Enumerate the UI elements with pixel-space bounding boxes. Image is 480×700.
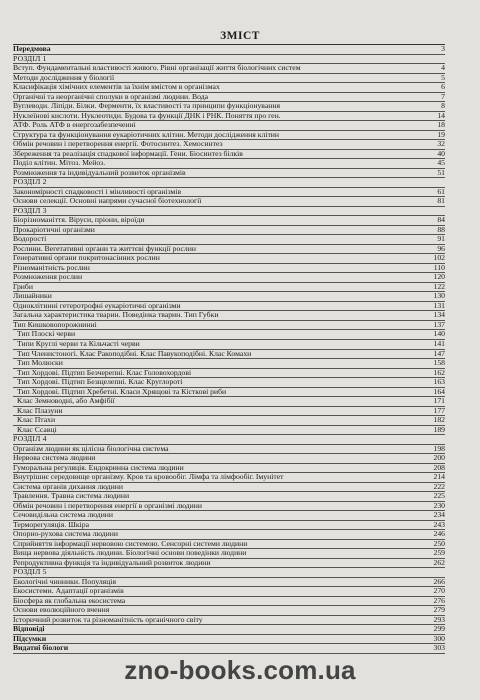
toc-entry-title: Екосистеми. Адаптації організмів [13, 587, 124, 596]
toc-page-number: 198 [433, 444, 445, 453]
toc-entry-title: РОЗДІЛ 2 [13, 178, 47, 187]
toc-entry [13, 93, 445, 103]
toc-entry-title: Класифікація хімічних елементів за їхнім вмістом в організмах [13, 83, 220, 92]
toc-entry-title: Тип Хордові. Підтип Безщелепні. Клас Круглороті [17, 378, 183, 387]
toc-entry [13, 388, 445, 398]
toc-entry [13, 321, 445, 331]
toc-page-number: 222 [433, 482, 445, 491]
toc-page-number: 120 [433, 273, 445, 282]
table-of-contents [13, 44, 445, 654]
toc-page-number: 266 [433, 577, 445, 586]
toc-entry [13, 83, 445, 93]
toc-page-number: 182 [433, 416, 445, 425]
toc-entry [13, 407, 445, 417]
toc-entry [13, 616, 445, 626]
toc-entry-title: Клас Земноводні, або Амфібії [17, 397, 115, 406]
toc-entry [13, 359, 445, 369]
toc-page-number: 18 [437, 121, 445, 130]
toc-page-number: 130 [433, 292, 445, 301]
toc-entry-title: Клас Плазуни [17, 406, 63, 415]
toc-entry-title: Основи еволюційного вчення [13, 606, 110, 615]
toc-page-number: 158 [433, 359, 445, 368]
toc-entry-title: РОЗДІЛ 1 [13, 54, 47, 63]
toc-entry [13, 606, 445, 616]
toc-entry [13, 426, 445, 436]
toc-entry-title: Гуморальна регуляція. Ендокринна система людини [13, 463, 184, 472]
toc-page-number: 276 [433, 596, 445, 605]
toc-page-number: 91 [437, 235, 445, 244]
toc-entry-title: Вуглеводи. Ліпіди. Білки. Ферменти, їх властивості та принципи функціонування [13, 102, 281, 111]
toc-entry-title: РОЗДІЛ 3 [13, 206, 47, 215]
toc-entry-title: Біорізноманіття. Віруси, пріони, віроїди [13, 216, 145, 225]
toc-page-number: 7 [441, 92, 445, 101]
toc-page-number: 102 [433, 254, 445, 263]
toc-page-number: 299 [433, 625, 445, 634]
toc-page-number: 225 [433, 492, 445, 501]
toc-entry-title: Сприйняття інформації нервовою системою. Сенсорні системи людини [13, 539, 248, 548]
toc-entry-title: Видатні біологи [13, 644, 69, 653]
toc-entry [13, 559, 445, 569]
toc-entry-title: Передмова [13, 45, 51, 53]
toc-entry-title: Підсумки [13, 634, 47, 643]
toc-entry [13, 530, 445, 540]
toc-entry-title: Тип Плоскі черви [17, 330, 76, 339]
toc-entry [13, 416, 445, 426]
toc-page-number: 81 [437, 197, 445, 206]
toc-page-number: 171 [433, 397, 445, 406]
toc-entry [13, 311, 445, 321]
toc-page-number: 110 [433, 263, 445, 272]
toc-entry [13, 283, 445, 293]
toc-entry [13, 235, 445, 245]
toc-entry-title: Тип Членистоногі. Клас Ракоподібні. Клас Павукоподібні. Клас Комахи [17, 349, 252, 358]
toc-entry [13, 369, 445, 379]
toc-entry-title: Сечовидільна система людини [13, 511, 114, 520]
toc-entry [13, 254, 445, 264]
toc-page-number: 3 [441, 45, 445, 53]
toc-entry [13, 197, 445, 207]
toc-page-number: 243 [433, 520, 445, 529]
toc-page-number: 259 [433, 549, 445, 558]
toc-entry [13, 102, 445, 112]
toc-entry-title: Біосфера як глобальна екосистема [13, 596, 126, 605]
toc-page-number: 250 [433, 539, 445, 548]
toc-page-number: 270 [433, 587, 445, 596]
toc-page-number: 234 [433, 511, 445, 520]
toc-entry-title: Організм людини як цілісна біологічна система [13, 444, 169, 453]
toc-page-number: 14 [437, 111, 445, 120]
toc-entry [13, 483, 445, 493]
toc-page-number: 164 [433, 387, 445, 396]
toc-entry [13, 112, 445, 122]
toc-page-number: 214 [433, 473, 445, 482]
toc-page-number: 246 [433, 530, 445, 539]
toc-entry-title: Водорості [13, 235, 47, 244]
toc-entry [13, 473, 445, 483]
toc-entry-title: Одноклітинні гетеротрофні еукаріотичні організми [13, 301, 181, 310]
toc-entry [13, 188, 445, 198]
toc-entry-title: Генеративні органи покритонасінних рослин [13, 254, 160, 263]
toc-entry [13, 169, 445, 179]
toc-entry-title: Екологічні чинники. Популяція [13, 577, 116, 586]
toc-entry-title: Опорно-рухова система людини [13, 530, 119, 539]
toc-entry [13, 216, 445, 226]
toc-entry [13, 245, 445, 255]
toc-entry-title: Різноманітність рослин [13, 263, 90, 272]
toc-entry [13, 292, 445, 302]
toc-page-number: 131 [433, 301, 445, 310]
toc-page-number: 141 [433, 339, 445, 348]
toc-section-heading [13, 207, 445, 217]
toc-entry [13, 502, 445, 512]
toc-entry-title: Загальна характеристика тварин. Поведінка тварин. Тип Губки [13, 311, 219, 320]
toc-entry [13, 302, 445, 312]
toc-entry [13, 578, 445, 588]
toc-page-number: 208 [433, 463, 445, 472]
toc-entry [13, 150, 445, 160]
toc-page-number: 134 [433, 311, 445, 320]
toc-entry-title: Типи Круглі черви та Кільчасті черви [17, 339, 140, 348]
toc-page-number: 45 [437, 159, 445, 168]
toc-entry-title: Історичний розвиток та різноманітність органічного світу [13, 615, 203, 624]
toc-entry [13, 140, 445, 150]
toc-entry-title: Збереження та реалізація спадкової інформації. Гени. Біосинтез білків [13, 149, 243, 158]
toc-entry [13, 492, 445, 502]
toc-entry [13, 644, 445, 654]
toc-page-number: 5 [441, 73, 445, 82]
toc-entry-title: Репродуктивна функція та індивідуальний розвиток людини [13, 558, 211, 567]
watermark-url: zno-books.com.ua [124, 655, 356, 685]
toc-entry-title: Вища нервова діяльність людини. Біологічні основи поведінки людини [13, 549, 247, 558]
toc-page-number: 162 [433, 368, 445, 377]
toc-page-number: 4 [441, 64, 445, 73]
toc-entry-title: Закономірності спадковості і мінливості організмів [13, 187, 182, 196]
toc-entry-title: Поділ клітин. Мітоз. Мейоз. [13, 159, 106, 168]
toc-entry [13, 273, 445, 283]
toc-entry-title: Тип Хордові. Підтип Хребетні. Класи Хрящові та Кісткові риби [17, 387, 227, 396]
toc-entry [13, 597, 445, 607]
toc-entry-title: Основи селекції. Основні напрями сучасної біотехнології [13, 197, 202, 206]
toc-entry [13, 74, 445, 84]
toc-entry [13, 464, 445, 474]
toc-entry [13, 397, 445, 407]
toc-entry-title: Терморегуляція. Шкіра [13, 520, 90, 529]
toc-entry [13, 549, 445, 559]
toc-entry [13, 121, 445, 131]
toc-entry-title: Розмноження рослин [13, 273, 83, 282]
toc-entry-title: Нуклеїнові кислоти. Нуклеотиди. Будова та функції ДНК і РНК. Поняття про ген. [13, 111, 281, 120]
toc-section-heading [13, 178, 445, 188]
toc-page-number: 88 [437, 225, 445, 234]
toc-page-number: 96 [437, 244, 445, 253]
toc-entry-title: Органічні та неорганічні сполуки в організмі людини. Вода [13, 92, 209, 101]
toc-entry [13, 330, 445, 340]
toc-page-number: 122 [433, 282, 445, 291]
toc-entry-title: Обмін речовин і перетворення енергії в організмі людини [13, 501, 203, 510]
toc-entry [13, 445, 445, 455]
toc-entry [13, 159, 445, 169]
toc-entry [13, 511, 445, 521]
toc-page-number: 84 [437, 216, 445, 225]
toc-entry-title: Гриби [13, 282, 33, 291]
toc-page-number: 200 [433, 454, 445, 463]
toc-entry-title: РОЗДІЛ 4 [13, 435, 47, 444]
toc-entry-title: РОЗДІЛ 5 [13, 568, 47, 577]
toc-page-number: 32 [437, 140, 445, 149]
toc-section-heading [13, 435, 445, 445]
toc-page-number: 189 [433, 425, 445, 434]
toc-entry-title: Система органів дихання людини [13, 482, 123, 491]
toc-entry [13, 45, 445, 55]
toc-entry-title: Розмноження та індивідуальний розвиток організмів [13, 168, 186, 177]
toc-page-number: 19 [437, 130, 445, 139]
toc-entry-title: Відповіді [13, 625, 45, 634]
toc-entry-title: Тип Кишковопорожнинні [13, 320, 97, 329]
toc-entry-title: Клас Птахи [17, 416, 56, 425]
toc-page-number: 230 [433, 501, 445, 510]
toc-entry [13, 587, 445, 597]
toc-entry-title: Обмін речовин і перетворення енергії. Фотосинтез. Хемосинтез [13, 140, 223, 149]
toc-page-number: 40 [437, 149, 445, 158]
toc-entry-title: Внутрішнє середовище організму. Кров та кровообіг. Лімфа та лімфообіг. Імунітет [13, 473, 284, 482]
toc-page-number: 137 [433, 320, 445, 329]
toc-entry-title: Лишайники [13, 292, 52, 301]
toc-entry-title: Рослини. Вегетативні органи та життєві функції рослин [13, 244, 196, 253]
page-title: ЗМІСТ [220, 30, 260, 42]
toc-entry-title: Нервова система людини [13, 454, 96, 463]
toc-entry [13, 378, 445, 388]
toc-entry [13, 521, 445, 531]
toc-page-number: 177 [433, 406, 445, 415]
toc-entry [13, 226, 445, 236]
toc-entry-title: Клас Ссавці [17, 425, 57, 434]
toc-entry [13, 350, 445, 360]
toc-entry [13, 540, 445, 550]
toc-page-number: 147 [433, 349, 445, 358]
toc-entry-title: Травлення. Травна система людини [13, 492, 130, 501]
toc-page-number: 303 [433, 644, 445, 653]
toc-page-number: 163 [433, 378, 445, 387]
toc-page-number: 300 [433, 634, 445, 643]
toc-page-number: 279 [433, 606, 445, 615]
toc-entry-title: Тип Хордові. Підтип Безчерепні. Клас Головохордові [17, 368, 192, 377]
toc-entry [13, 635, 445, 645]
toc-page-number: 293 [433, 615, 445, 624]
toc-entry-title: АТФ. Роль АТФ в енергозабезпеченні [13, 121, 136, 130]
toc-section-heading [13, 55, 445, 65]
toc-entry [13, 264, 445, 274]
toc-page-number: 140 [433, 330, 445, 339]
toc-entry [13, 340, 445, 350]
toc-entry [13, 454, 445, 464]
toc-entry [13, 625, 445, 635]
toc-page-number: 51 [437, 168, 445, 177]
toc-page-number: 262 [433, 558, 445, 567]
toc-entry [13, 131, 445, 141]
toc-entry-title: Вступ. Фундаментальні властивості живого. Рівні організації життя біологічних систем [13, 64, 301, 73]
toc-entry-title: Структура та функціонування еукаріотичних клітин. Методи дослідження клітин [13, 130, 280, 139]
toc-entry-title: Тип Молюски [17, 359, 63, 368]
toc-page-number: 61 [437, 187, 445, 196]
toc-entry [13, 64, 445, 74]
toc-page-number: 6 [441, 83, 445, 92]
toc-entry-title: Методи дослідження у біології [13, 73, 115, 82]
toc-entry-title: Прокаріотичні організми [13, 225, 95, 234]
toc-page-number: 8 [441, 102, 445, 111]
toc-section-heading [13, 568, 445, 578]
